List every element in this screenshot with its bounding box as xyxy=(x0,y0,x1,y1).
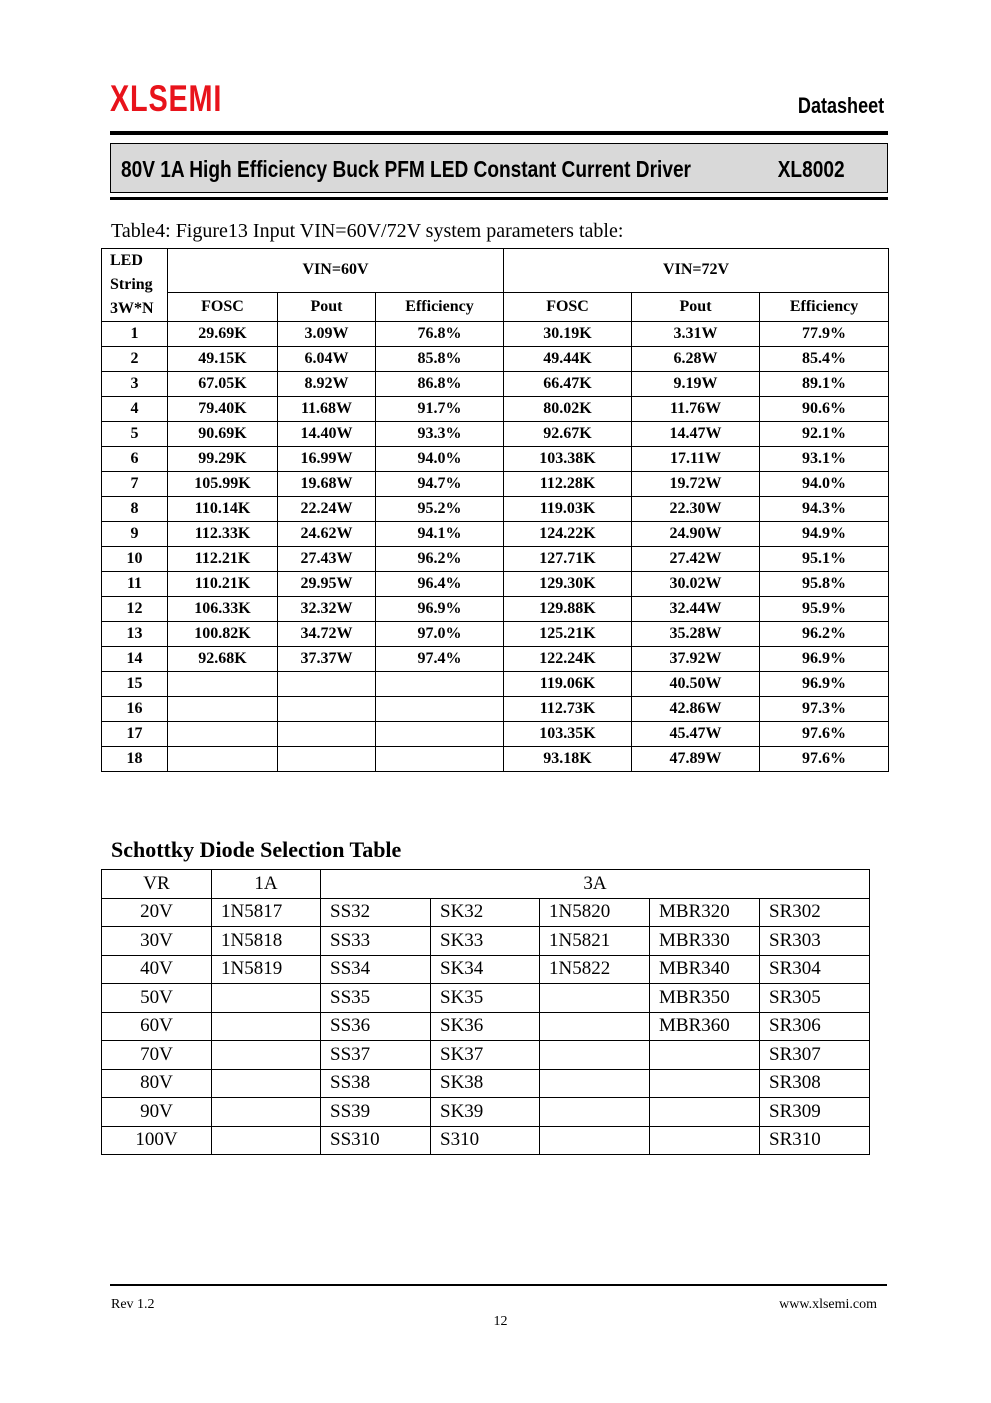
table-cell: 129.88K xyxy=(504,597,632,622)
table-row xyxy=(102,347,889,372)
table-cell xyxy=(278,672,376,697)
table-cell: 11.68W xyxy=(278,397,376,422)
part-cell xyxy=(212,1098,321,1127)
part-cell: SS39 xyxy=(321,1098,431,1127)
table-row xyxy=(102,522,889,547)
part-cell xyxy=(650,1098,760,1127)
part-cell xyxy=(540,984,650,1013)
table-cell: 45.47W xyxy=(632,722,760,747)
table-cell: 8.92W xyxy=(278,372,376,397)
table-cell xyxy=(168,672,278,697)
table-cell xyxy=(278,747,376,772)
table-cell: 119.06K xyxy=(504,672,632,697)
table-cell: 96.4% xyxy=(376,572,504,597)
table-cell: 96.9% xyxy=(760,647,889,672)
document-title: 80V 1A High Efficiency Buck PFM LED Constant Current Driver xyxy=(121,156,691,182)
part-cell xyxy=(540,1069,650,1098)
table-cell: 80.02K xyxy=(504,397,632,422)
header-3a: 3A xyxy=(321,870,870,899)
part-cell: 1N5819 xyxy=(212,955,321,984)
table-row xyxy=(102,622,889,647)
part-cell xyxy=(540,1012,650,1041)
table-cell: 94.7% xyxy=(376,472,504,497)
table-cell: 3.09W xyxy=(278,322,376,347)
led-count-cell: 9 xyxy=(102,522,168,547)
row-header-cell xyxy=(102,249,168,322)
led-count-cell: 1 xyxy=(102,322,168,347)
table-cell: 97.0% xyxy=(376,622,504,647)
website-link[interactable]: www.xlsemi.com xyxy=(779,1297,877,1312)
part-cell xyxy=(212,984,321,1013)
led-count-cell: 7 xyxy=(102,472,168,497)
part-cell: SR303 xyxy=(760,927,870,956)
table-cell: 11.76W xyxy=(632,397,760,422)
table-cell: 99.29K xyxy=(168,447,278,472)
table-cell: 127.71K xyxy=(504,547,632,572)
table-cell: 125.21K xyxy=(504,622,632,647)
table-cell: 76.8% xyxy=(376,322,504,347)
table-cell: 30.02W xyxy=(632,572,760,597)
table-row xyxy=(102,572,889,597)
voltage-cell: 80V xyxy=(102,1069,212,1098)
table-row xyxy=(102,898,870,927)
table-cell xyxy=(278,697,376,722)
table-row xyxy=(102,397,889,422)
table-cell: 92.68K xyxy=(168,647,278,672)
table-cell: 110.14K xyxy=(168,497,278,522)
part-cell: SR310 xyxy=(760,1126,870,1155)
group-header-vin72: VIN=72V xyxy=(504,249,889,293)
table-cell: 86.8% xyxy=(376,372,504,397)
table-cell: 37.92W xyxy=(632,647,760,672)
table-row xyxy=(102,984,870,1013)
table-row xyxy=(102,1069,870,1098)
table-cell: 106.33K xyxy=(168,597,278,622)
table-cell: 95.8% xyxy=(760,572,889,597)
led-count-cell: 11 xyxy=(102,572,168,597)
table-cell xyxy=(376,747,504,772)
part-cell: 1N5820 xyxy=(540,898,650,927)
table-cell: 22.30W xyxy=(632,497,760,522)
table-cell: 103.38K xyxy=(504,447,632,472)
params-table-caption: Table4: Figure13 Input VIN=60V/72V system parameters table: xyxy=(111,220,624,242)
led-count-cell: 16 xyxy=(102,697,168,722)
table-cell: 100.82K xyxy=(168,622,278,647)
table-cell xyxy=(168,697,278,722)
table-row xyxy=(102,747,889,772)
voltage-cell: 90V xyxy=(102,1098,212,1127)
part-cell: SS36 xyxy=(321,1012,431,1041)
led-count-cell: 4 xyxy=(102,397,168,422)
table-cell: 24.90W xyxy=(632,522,760,547)
diode-table-title: Schottky Diode Selection Table xyxy=(111,837,402,862)
table-cell: 93.1% xyxy=(760,447,889,472)
led-count-cell: 5 xyxy=(102,422,168,447)
table-row xyxy=(102,322,889,347)
params-table xyxy=(101,248,889,772)
table-cell: 92.67K xyxy=(504,422,632,447)
table-row xyxy=(102,927,870,956)
brand-logo: XLSEMI xyxy=(110,78,223,119)
table-row xyxy=(102,697,889,722)
table-cell: 29.69K xyxy=(168,322,278,347)
table-cell: 79.40K xyxy=(168,397,278,422)
table-row xyxy=(102,1126,870,1155)
part-cell xyxy=(650,1069,760,1098)
part-cell: MBR340 xyxy=(650,955,760,984)
part-cell: SR304 xyxy=(760,955,870,984)
table-cell xyxy=(278,722,376,747)
led-count-cell: 3 xyxy=(102,372,168,397)
part-cell: SK38 xyxy=(431,1069,540,1098)
page-number: 12 xyxy=(493,1314,508,1329)
table-row xyxy=(102,447,889,472)
part-cell: SK33 xyxy=(431,927,540,956)
part-cell: SS33 xyxy=(321,927,431,956)
led-count-cell: 18 xyxy=(102,747,168,772)
part-cell xyxy=(212,1069,321,1098)
led-count-cell: 8 xyxy=(102,497,168,522)
table-cell: 112.21K xyxy=(168,547,278,572)
table-cell: 103.35K xyxy=(504,722,632,747)
header-rule-top xyxy=(110,131,888,135)
table-cell: 14.40W xyxy=(278,422,376,447)
table-row xyxy=(102,955,870,984)
table-row xyxy=(102,472,889,497)
part-cell: 1N5821 xyxy=(540,927,650,956)
row-header-line: LED xyxy=(110,252,143,269)
title-banner xyxy=(110,143,888,193)
table-cell: 34.72W xyxy=(278,622,376,647)
table-cell: 119.03K xyxy=(504,497,632,522)
part-cell: 1N5817 xyxy=(212,898,321,927)
table-cell: 97.6% xyxy=(760,722,889,747)
part-cell xyxy=(540,1126,650,1155)
led-count-cell: 17 xyxy=(102,722,168,747)
table-cell: 32.44W xyxy=(632,597,760,622)
part-cell: SS32 xyxy=(321,898,431,927)
part-cell: MBR320 xyxy=(650,898,760,927)
revision-label: Rev 1.2 xyxy=(111,1297,155,1312)
part-cell: SR305 xyxy=(760,984,870,1013)
table-cell: 91.7% xyxy=(376,397,504,422)
table-cell: 94.0% xyxy=(760,472,889,497)
table-cell: 95.9% xyxy=(760,597,889,622)
table-cell: 94.1% xyxy=(376,522,504,547)
led-count-cell: 13 xyxy=(102,622,168,647)
table-cell: 67.05K xyxy=(168,372,278,397)
table-row xyxy=(102,597,889,622)
table-row xyxy=(102,497,889,522)
header-rule-bottom xyxy=(110,197,888,200)
table-cell: 96.9% xyxy=(376,597,504,622)
table-cell: 17.11W xyxy=(632,447,760,472)
group-header-vin60: VIN=60V xyxy=(168,249,504,293)
part-cell: SK36 xyxy=(431,1012,540,1041)
table-row xyxy=(102,672,889,697)
table-cell: 94.9% xyxy=(760,522,889,547)
footer-rule xyxy=(110,1284,887,1286)
part-cell xyxy=(212,1041,321,1070)
voltage-cell: 20V xyxy=(102,898,212,927)
column-header: Efficiency xyxy=(376,292,504,321)
table-cell: 92.1% xyxy=(760,422,889,447)
table-cell: 97.4% xyxy=(376,647,504,672)
table-cell: 35.28W xyxy=(632,622,760,647)
part-cell: SS310 xyxy=(321,1126,431,1155)
table-cell: 93.3% xyxy=(376,422,504,447)
table-cell: 124.22K xyxy=(504,522,632,547)
part-cell: SR308 xyxy=(760,1069,870,1098)
table-cell: 122.24K xyxy=(504,647,632,672)
table-cell: 6.04W xyxy=(278,347,376,372)
table-cell: 90.69K xyxy=(168,422,278,447)
table-row xyxy=(102,647,889,672)
voltage-cell: 30V xyxy=(102,927,212,956)
part-cell: SK34 xyxy=(431,955,540,984)
table-cell: 66.47K xyxy=(504,372,632,397)
part-cell: MBR350 xyxy=(650,984,760,1013)
table-cell: 42.86W xyxy=(632,697,760,722)
part-cell: SR309 xyxy=(760,1098,870,1127)
table-row xyxy=(102,1012,870,1041)
table-cell: 93.18K xyxy=(504,747,632,772)
table-cell: 96.2% xyxy=(376,547,504,572)
table-cell: 30.19K xyxy=(504,322,632,347)
table-cell: 37.37W xyxy=(278,647,376,672)
part-cell: SK37 xyxy=(431,1041,540,1070)
table-cell: 47.89W xyxy=(632,747,760,772)
table-row xyxy=(102,1098,870,1127)
part-cell xyxy=(540,1041,650,1070)
table-cell: 9.19W xyxy=(632,372,760,397)
part-cell xyxy=(212,1126,321,1155)
part-cell: 1N5822 xyxy=(540,955,650,984)
table-row xyxy=(102,372,889,397)
table-cell: 27.43W xyxy=(278,547,376,572)
doc-type-label: Datasheet xyxy=(797,93,884,118)
part-cell: SS38 xyxy=(321,1069,431,1098)
table-cell: 49.15K xyxy=(168,347,278,372)
led-count-cell: 6 xyxy=(102,447,168,472)
table-cell: 97.3% xyxy=(760,697,889,722)
part-cell: SR306 xyxy=(760,1012,870,1041)
voltage-cell: 100V xyxy=(102,1126,212,1155)
table-cell xyxy=(376,697,504,722)
table-cell: 94.3% xyxy=(760,497,889,522)
row-header-line: 3W*N xyxy=(110,300,154,317)
table-cell: 14.47W xyxy=(632,422,760,447)
table-cell: 112.33K xyxy=(168,522,278,547)
table-cell xyxy=(168,747,278,772)
table-cell: 96.2% xyxy=(760,622,889,647)
part-cell: SK32 xyxy=(431,898,540,927)
table-cell: 40.50W xyxy=(632,672,760,697)
column-header: FOSC xyxy=(504,292,632,321)
table-cell: 16.99W xyxy=(278,447,376,472)
table-row xyxy=(102,422,889,447)
part-cell: SR307 xyxy=(760,1041,870,1070)
part-cell: MBR330 xyxy=(650,927,760,956)
table-cell: 77.9% xyxy=(760,322,889,347)
header-vr: VR xyxy=(102,870,212,899)
column-header: Efficiency xyxy=(760,292,889,321)
table-cell: 89.1% xyxy=(760,372,889,397)
table-row xyxy=(102,1041,870,1070)
part-cell: MBR360 xyxy=(650,1012,760,1041)
table-cell: 90.6% xyxy=(760,397,889,422)
part-cell xyxy=(650,1041,760,1070)
header-1a: 1A xyxy=(212,870,321,899)
part-cell: SK39 xyxy=(431,1098,540,1127)
table-cell xyxy=(376,722,504,747)
part-cell: SR302 xyxy=(760,898,870,927)
table-cell: 129.30K xyxy=(504,572,632,597)
table-cell: 6.28W xyxy=(632,347,760,372)
table-cell: 24.62W xyxy=(278,522,376,547)
table-cell xyxy=(376,672,504,697)
part-cell: SS34 xyxy=(321,955,431,984)
table-cell: 110.21K xyxy=(168,572,278,597)
led-count-cell: 15 xyxy=(102,672,168,697)
led-count-cell: 14 xyxy=(102,647,168,672)
part-cell: SS37 xyxy=(321,1041,431,1070)
table-row xyxy=(102,722,889,747)
part-number: XL8002 xyxy=(778,156,845,182)
led-count-cell: 12 xyxy=(102,597,168,622)
led-count-cell: 2 xyxy=(102,347,168,372)
part-cell xyxy=(540,1098,650,1127)
voltage-cell: 70V xyxy=(102,1041,212,1070)
table-cell: 97.6% xyxy=(760,747,889,772)
table-cell xyxy=(168,722,278,747)
table-cell: 105.99K xyxy=(168,472,278,497)
part-cell: SK35 xyxy=(431,984,540,1013)
table-cell: 95.2% xyxy=(376,497,504,522)
part-cell: 1N5818 xyxy=(212,927,321,956)
voltage-cell: 40V xyxy=(102,955,212,984)
table-cell: 32.32W xyxy=(278,597,376,622)
table-cell: 85.8% xyxy=(376,347,504,372)
table-cell: 19.68W xyxy=(278,472,376,497)
table-cell: 3.31W xyxy=(632,322,760,347)
table-cell: 22.24W xyxy=(278,497,376,522)
table-cell: 49.44K xyxy=(504,347,632,372)
column-header: Pout xyxy=(632,292,760,321)
voltage-cell: 60V xyxy=(102,1012,212,1041)
voltage-cell: 50V xyxy=(102,984,212,1013)
row-header-line: String xyxy=(110,276,153,293)
table-cell: 112.73K xyxy=(504,697,632,722)
part-cell xyxy=(650,1126,760,1155)
part-cell: SS35 xyxy=(321,984,431,1013)
diode-table xyxy=(101,869,870,1155)
table-cell: 112.28K xyxy=(504,472,632,497)
table-cell: 96.9% xyxy=(760,672,889,697)
table-row xyxy=(102,547,889,572)
table-cell: 94.0% xyxy=(376,447,504,472)
table-cell: 29.95W xyxy=(278,572,376,597)
column-header: Pout xyxy=(278,292,376,321)
part-cell: S310 xyxy=(431,1126,540,1155)
table-cell: 27.42W xyxy=(632,547,760,572)
table-cell: 19.72W xyxy=(632,472,760,497)
led-count-cell: 10 xyxy=(102,547,168,572)
table-cell: 95.1% xyxy=(760,547,889,572)
table-cell: 85.4% xyxy=(760,347,889,372)
part-cell xyxy=(212,1012,321,1041)
column-header: FOSC xyxy=(168,292,278,321)
